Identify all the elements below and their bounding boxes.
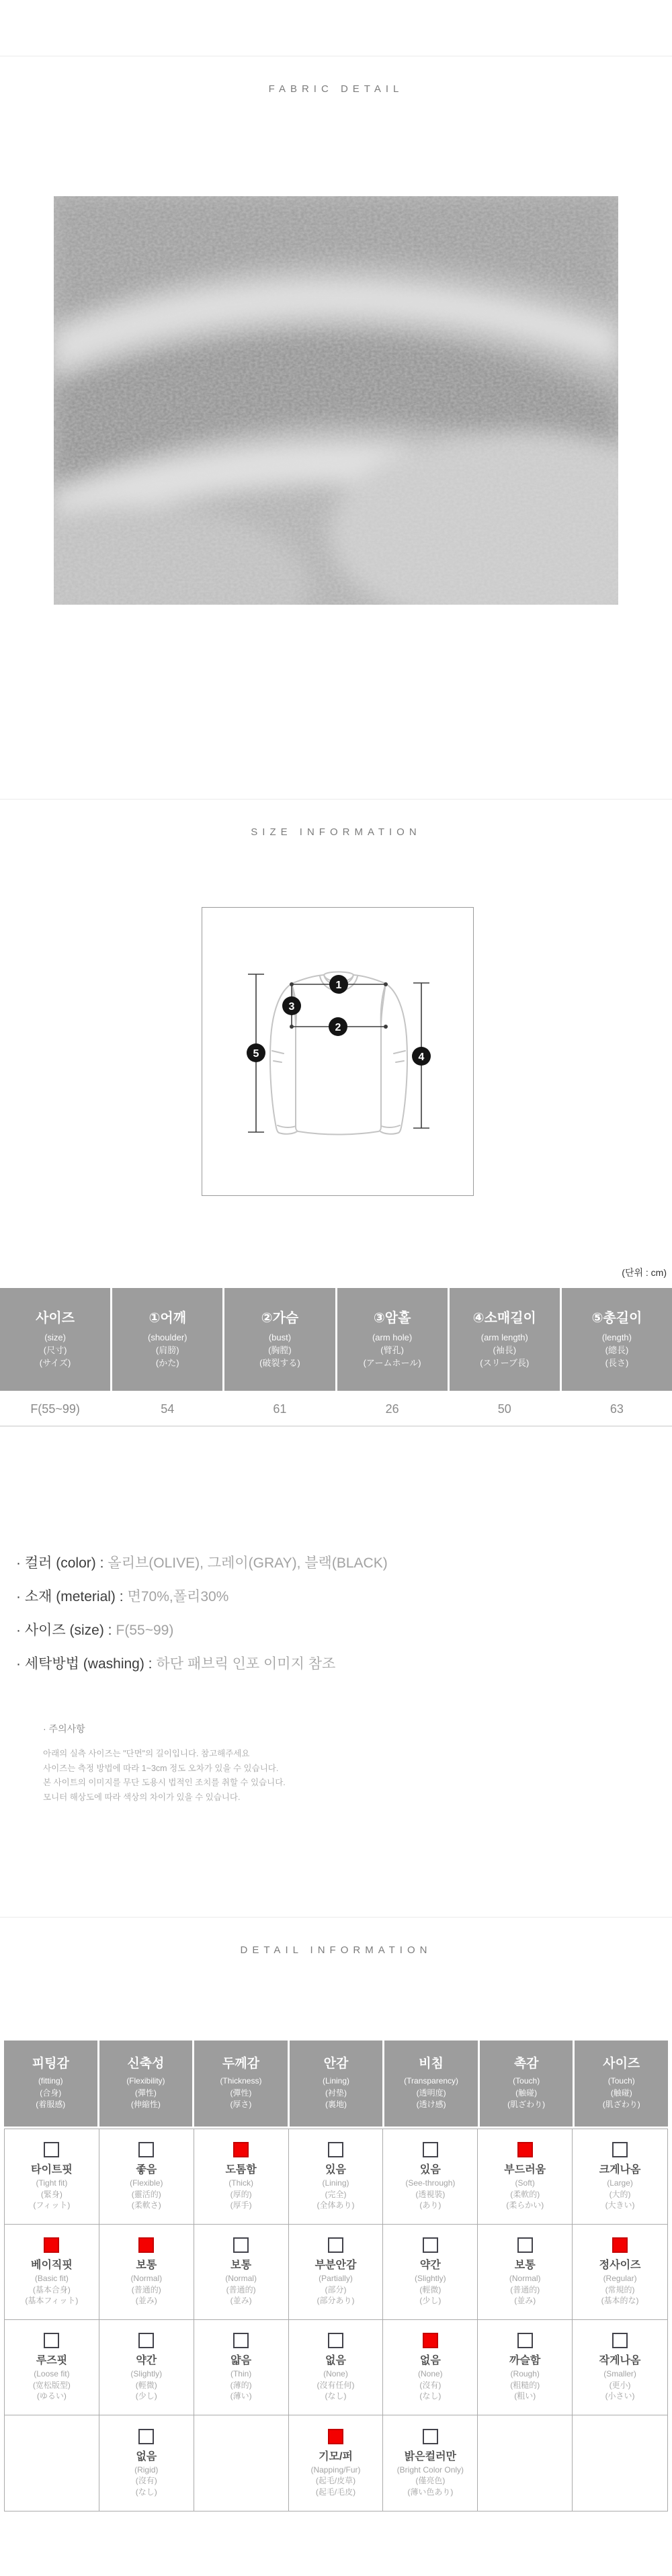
- detail-cell-zh: (僅亮色): [415, 2476, 446, 2486]
- detail-cell-en: (Napping/Fur): [310, 2464, 361, 2475]
- detail-cell-ja: (全体あり): [317, 2200, 355, 2210]
- detail-cell-ja: (少し): [135, 2391, 157, 2401]
- detail-cell-ko: 부드러움: [504, 2164, 546, 2176]
- detail-cell-ja: (柔軟さ): [131, 2200, 161, 2210]
- detail-cell-en: (Loose fit): [34, 2369, 70, 2379]
- detail-cell-ja: (柔らかい): [506, 2200, 544, 2210]
- detail-cell-ko: 있음: [419, 2164, 441, 2176]
- detail-cell: [5, 2320, 99, 2415]
- size-column-header: [562, 1288, 672, 1391]
- detail-cell-ko: 작게나옴: [599, 2355, 641, 2367]
- detail-cell-en: (Partially): [319, 2274, 353, 2284]
- product-info-line: [16, 1547, 655, 1580]
- detail-cell-ko: 보통: [230, 2260, 252, 2272]
- checkbox-checked-icon: [612, 2237, 628, 2253]
- detail-cell-zh: (普通的): [226, 2284, 256, 2294]
- detail-cell-zh: (沒有): [419, 2380, 442, 2390]
- checkbox-unchecked-icon: [44, 2142, 59, 2157]
- checkbox-unchecked-icon: [138, 2333, 154, 2348]
- checkbox-checked-icon: [44, 2237, 59, 2253]
- detail-cell-zh: (普通的): [131, 2284, 161, 2294]
- detail-column-header: [575, 2041, 668, 2127]
- detail-cell-en: (Rigid): [134, 2464, 159, 2475]
- detail-cell-ja: (薄い): [230, 2391, 252, 2401]
- detail-cell-zh: (宽松版型): [32, 2380, 71, 2390]
- detail-cell-ja: (厚手): [230, 2200, 252, 2210]
- detail-column-ko: 촉감: [513, 2057, 539, 2071]
- caution-line: 아래의 실측 사이즈는 "단면"의 길이입니다. 참고해주세요: [43, 1749, 250, 1758]
- detail-cell: [99, 2129, 194, 2225]
- detail-cell-ja: (基本的な): [601, 2296, 639, 2306]
- detail-cell-en: (Tight fit): [36, 2178, 68, 2188]
- detail-cell-ja: (薄い色あり): [407, 2487, 454, 2497]
- checkbox-unchecked-icon: [328, 2237, 343, 2253]
- detail-column-header: [384, 2041, 478, 2127]
- detail-cell-en: (Thin): [230, 2369, 252, 2379]
- size-column-header: [450, 1288, 560, 1391]
- detail-cell-ja: (なし): [135, 2487, 157, 2497]
- detail-cell: [478, 2225, 573, 2320]
- detail-cell-zh: (輕微): [135, 2380, 157, 2390]
- marker-3: 3: [288, 1001, 295, 1013]
- checkbox-checked-icon: [423, 2333, 438, 2348]
- section-divider: [0, 1917, 672, 1918]
- detail-cell-ko: 부분안감: [314, 2260, 357, 2272]
- size-column-ja: (破裂する): [259, 1357, 300, 1368]
- checkbox-unchecked-icon: [233, 2333, 249, 2348]
- detail-cell-ja: (あり): [419, 2200, 442, 2210]
- detail-cell-ja: (基本フィット): [25, 2296, 79, 2306]
- detail-cell: [194, 2129, 289, 2225]
- product-info-value: F(55~99): [116, 1623, 174, 1638]
- size-column-header: [112, 1288, 222, 1391]
- caution-title: · 주의사항: [43, 1723, 85, 1734]
- size-column-zh: (胸膛): [268, 1344, 292, 1355]
- detail-cell-zh: (大的): [609, 2189, 631, 2199]
- size-column-ja: (長さ): [605, 1357, 629, 1368]
- detail-table-body: [4, 2129, 668, 2511]
- detail-cell-en: (Normal): [509, 2274, 541, 2284]
- checkbox-checked-icon: [328, 2429, 343, 2444]
- detail-cell-zh: (基本合身): [32, 2284, 71, 2294]
- detail-cell: [383, 2225, 478, 2320]
- detail-cell: [5, 2225, 99, 2320]
- detail-column-en: (Touch): [513, 2076, 540, 2086]
- detail-cell: [194, 2415, 289, 2511]
- detail-cell: [289, 2129, 384, 2225]
- detail-cell-ja: (フィット): [33, 2200, 71, 2210]
- checkbox-unchecked-icon: [328, 2142, 343, 2157]
- size-table-row: [0, 1392, 672, 1426]
- size-column-header: [224, 1288, 335, 1391]
- product-info-line: [16, 1580, 655, 1614]
- checkbox-checked-icon: [138, 2237, 154, 2253]
- detail-cell-ko: 도톰함: [225, 2164, 257, 2176]
- detail-cell-ja: (粗い): [514, 2391, 536, 2401]
- detail-column-zh: (触碰): [610, 2088, 632, 2098]
- detail-cell-zh: (靈活的): [131, 2189, 161, 2199]
- detail-cell-zh: (柔軟的): [510, 2189, 540, 2199]
- product-info-line: [16, 1614, 655, 1647]
- detail-cell-en: (Bright Color Only): [396, 2464, 464, 2475]
- size-information-title: SIZE INFORMATION: [251, 826, 421, 838]
- detail-cell: [194, 2225, 289, 2320]
- detail-information-title: DETAIL INFORMATION: [240, 1944, 432, 1956]
- size-value: 61: [273, 1402, 287, 1416]
- detail-cell-ko: 얇음: [230, 2355, 252, 2367]
- detail-column-ko: 신축성: [127, 2057, 165, 2071]
- marker-2: 2: [335, 1022, 341, 1033]
- marker-4: 4: [418, 1051, 425, 1063]
- product-info: [16, 1547, 655, 1681]
- detail-cell-en: (Regular): [603, 2274, 637, 2284]
- detail-cell-en: (Slightly): [415, 2274, 446, 2284]
- size-column-en: (size): [44, 1332, 66, 1342]
- detail-cell-ko: 없음: [136, 2450, 157, 2462]
- size-column-en: (shoulder): [147, 1332, 187, 1342]
- size-column-ko: ②가슴: [261, 1310, 299, 1326]
- detail-cell-en: (Flexible): [130, 2178, 163, 2188]
- detail-column-header: [194, 2041, 288, 2127]
- detail-cell-zh: (沒有): [135, 2476, 157, 2486]
- checkbox-unchecked-icon: [517, 2237, 533, 2253]
- size-value: 50: [497, 1402, 511, 1416]
- detail-cell-ja: (大きい): [605, 2200, 635, 2210]
- size-value: 54: [161, 1402, 175, 1416]
- detail-cell-zh: (完全): [325, 2189, 347, 2199]
- detail-cell-ko: 크게나옴: [599, 2164, 641, 2176]
- size-column-ja: (スリーブ長): [480, 1357, 530, 1368]
- fabric-texture: [54, 196, 618, 605]
- detail-cell: [194, 2320, 289, 2415]
- detail-cell: [573, 2225, 667, 2320]
- detail-cell-ko: 약간: [136, 2355, 157, 2367]
- detail-cell-en: (Rough): [510, 2369, 540, 2379]
- detail-column-ja: (厚さ): [230, 2100, 252, 2110]
- detail-column-en: (Flexibility): [126, 2076, 165, 2086]
- detail-column-header: [4, 2041, 97, 2127]
- detail-column-zh: (透明度): [416, 2088, 446, 2098]
- detail-cell: [383, 2320, 478, 2415]
- unit-note: (단위 : cm): [622, 1267, 667, 1278]
- detail-cell: [573, 2320, 667, 2415]
- caution-block: [43, 1722, 513, 1805]
- detail-column-en: (Lining): [323, 2076, 350, 2086]
- detail-cell-zh: (緊身): [40, 2189, 62, 2199]
- marker-1: 1: [335, 980, 342, 991]
- checkbox-checked-icon: [233, 2142, 249, 2157]
- size-column-zh: (袖長): [493, 1344, 517, 1355]
- size-column-en: (arm length): [480, 1332, 528, 1342]
- detail-cell-ja: (部分あり): [317, 2296, 355, 2306]
- checkbox-unchecked-icon: [233, 2237, 249, 2253]
- detail-cell-zh: (薄的): [230, 2380, 252, 2390]
- size-diagram: [202, 907, 474, 1196]
- size-column-header: [337, 1288, 448, 1391]
- detail-cell-en: (Normal): [225, 2274, 257, 2284]
- product-info-line: [16, 1647, 655, 1681]
- detail-cell: [5, 2129, 99, 2225]
- detail-cell-ja: (小さい): [605, 2391, 635, 2401]
- detail-column-ja: (肌ざわり): [507, 2100, 546, 2110]
- caution-line: 사이즈는 측정 방법에 따라 1~3cm 정도 오차가 있을 수 있습니다.: [43, 1763, 279, 1773]
- detail-column-ko: 비침: [419, 2057, 444, 2071]
- detail-cell-zh: (沒有任何): [317, 2380, 355, 2390]
- detail-cell-zh: (輕微): [419, 2284, 442, 2294]
- detail-cell-en: (Normal): [130, 2274, 163, 2284]
- caution-line: 본 사이트의 이미지를 무단 도용시 법적인 조치를 취할 수 있습니다.: [43, 1778, 286, 1787]
- product-info-value: 면70%,폴리30%: [127, 1589, 229, 1604]
- detail-cell-zh: (起毛/皮草): [315, 2476, 356, 2486]
- size-column-ja: (アームホール): [363, 1357, 421, 1368]
- product-info-label: · 컬러 (color) :: [16, 1555, 104, 1571]
- detail-cell-zh: (粗糙的): [510, 2380, 540, 2390]
- size-table-header: [0, 1288, 672, 1391]
- detail-cell: [383, 2415, 478, 2511]
- checkbox-checked-icon: [517, 2142, 533, 2157]
- detail-cell-en: (Lining): [322, 2178, 349, 2188]
- detail-cell-en: (Thick): [228, 2178, 253, 2188]
- detail-cell-zh: (部分): [325, 2284, 347, 2294]
- size-column-ko: ③암홀: [373, 1310, 411, 1326]
- fabric-closeup-image: [54, 196, 618, 605]
- detail-cell-ko: 없음: [419, 2355, 441, 2367]
- detail-cell-en: (None): [323, 2369, 348, 2379]
- detail-column-zh: (触碰): [515, 2088, 538, 2098]
- detail-cell-ko: 기모/퍼: [319, 2450, 353, 2462]
- detail-column-zh: (彈性): [230, 2088, 252, 2098]
- detail-cell-ko: 없음: [325, 2355, 346, 2367]
- detail-column-en: (Thickness): [220, 2076, 262, 2086]
- detail-column-en: (fitting): [38, 2076, 63, 2086]
- size-column-ja: (サイズ): [39, 1357, 71, 1368]
- size-value: F(55~99): [30, 1402, 80, 1416]
- checkbox-unchecked-icon: [138, 2142, 154, 2157]
- detail-cell: [5, 2415, 99, 2511]
- size-value: 63: [610, 1402, 624, 1416]
- size-table: [0, 1288, 672, 1426]
- size-column-en: (length): [601, 1332, 632, 1342]
- detail-cell-en: (None): [418, 2369, 443, 2379]
- detail-cell-zh: (常規的): [605, 2284, 635, 2294]
- size-column-en: (bust): [268, 1332, 292, 1342]
- detail-cell-ja: (なし): [325, 2391, 347, 2401]
- tshirt-diagram: [202, 908, 473, 1195]
- detail-cell-ko: 있음: [325, 2164, 346, 2176]
- detail-column-ja: (伸縮性): [130, 2100, 161, 2110]
- detail-column-zh: (彈性): [134, 2088, 157, 2098]
- detail-cell: [573, 2415, 667, 2511]
- detail-cell: [383, 2129, 478, 2225]
- detail-column-ko: 피팅감: [32, 2057, 69, 2071]
- size-column-ko: ④소매길이: [472, 1310, 536, 1326]
- caution-lines: [43, 1747, 513, 1805]
- detail-column-zh: (衬垫): [325, 2088, 347, 2098]
- detail-cell-en: (Soft): [515, 2178, 535, 2188]
- size-column-zh: (總長): [605, 1344, 629, 1355]
- size-column-zh: (肩膀): [155, 1344, 179, 1355]
- product-info-label: · 사이즈 (size) :: [16, 1623, 112, 1638]
- checkbox-unchecked-icon: [423, 2142, 438, 2157]
- detail-cell-ko: 타이트핏: [31, 2164, 73, 2176]
- detail-column-ja: (透け感): [416, 2100, 446, 2110]
- checkbox-unchecked-icon: [423, 2429, 438, 2444]
- size-column-ja: (かた): [155, 1357, 179, 1368]
- detail-cell-ko: 정사이즈: [599, 2260, 641, 2272]
- size-column-header: [0, 1288, 110, 1391]
- detail-cell: [478, 2320, 573, 2415]
- product-info-label: · 세탁방법 (washing) :: [16, 1656, 153, 1672]
- checkbox-unchecked-icon: [612, 2333, 628, 2348]
- detail-cell-ko: 밝은컬러만: [404, 2450, 456, 2462]
- detail-cell-ja: (並み): [230, 2296, 252, 2306]
- detail-cell-en: (Slightly): [130, 2369, 163, 2379]
- detail-cell-ja: (並み): [514, 2296, 536, 2306]
- detail-column-ko: 사이즈: [603, 2057, 640, 2071]
- detail-cell-ja: (なし): [419, 2391, 442, 2401]
- caution-line: 모니터 해상도에 따라 색상의 차이가 있을 수 있습니다.: [43, 1792, 241, 1802]
- product-info-value: 올리브(OLIVE), 그레이(GRAY), 블랙(BLACK): [108, 1555, 388, 1571]
- checkbox-unchecked-icon: [423, 2237, 438, 2253]
- detail-cell-ko: 까슬함: [509, 2355, 541, 2367]
- fabric-detail-title: FABRIC DETAIL: [268, 83, 404, 95]
- detail-cell-ja: (少し): [419, 2296, 442, 2306]
- detail-cell: [99, 2415, 194, 2511]
- section-divider: [0, 799, 672, 800]
- detail-cell: [99, 2320, 194, 2415]
- detail-cell-zh: (普通的): [510, 2284, 540, 2294]
- detail-cell-ko: 좋음: [136, 2164, 157, 2176]
- detail-cell: [289, 2320, 384, 2415]
- detail-column-ko: 두께감: [222, 2057, 259, 2071]
- detail-column-ja: (肌ざわり): [602, 2100, 640, 2110]
- detail-cell-ja: (並み): [135, 2296, 157, 2306]
- detail-column-zh: (合身): [40, 2088, 62, 2098]
- detail-cell-zh: (厚的): [230, 2189, 252, 2199]
- detail-column-ja: (裏地): [325, 2100, 347, 2110]
- detail-cell-en: (See-through): [405, 2178, 456, 2188]
- detail-cell: [573, 2129, 667, 2225]
- detail-cell: [99, 2225, 194, 2320]
- detail-column-header: [290, 2041, 383, 2127]
- detail-cell: [478, 2415, 573, 2511]
- product-info-label: · 소재 (meterial) :: [16, 1589, 124, 1604]
- detail-table-header: [4, 2041, 668, 2127]
- size-column-en: (arm hole): [372, 1332, 413, 1342]
- detail-cell-en: (Smaller): [603, 2369, 636, 2379]
- detail-cell-zh: (透視裝): [415, 2189, 446, 2199]
- checkbox-unchecked-icon: [517, 2333, 533, 2348]
- detail-cell: [289, 2225, 384, 2320]
- detail-column-header: [480, 2041, 573, 2127]
- detail-column-header: [99, 2041, 193, 2127]
- checkbox-unchecked-icon: [328, 2333, 343, 2348]
- detail-cell-ko: 베이직핏: [31, 2260, 73, 2272]
- detail-column-ja: (着服感): [36, 2100, 66, 2110]
- detail-column-ko: 안감: [323, 2057, 349, 2071]
- detail-cell: [478, 2129, 573, 2225]
- marker-5: 5: [253, 1048, 259, 1060]
- detail-cell-en: (Basic fit): [34, 2274, 69, 2284]
- detail-cell-ko: 보통: [136, 2260, 157, 2272]
- size-column-zh: (尺寸): [43, 1344, 67, 1355]
- detail-cell-ja: (ゆるい): [36, 2391, 67, 2401]
- size-column-ko: 사이즈: [36, 1310, 75, 1326]
- detail-cell-ko: 약간: [419, 2260, 441, 2272]
- checkbox-unchecked-icon: [612, 2142, 628, 2157]
- detail-column-en: (Transparency): [404, 2076, 459, 2086]
- detail-cell-ko: 보통: [514, 2260, 536, 2272]
- detail-cell-ja: (起毛/毛皮): [315, 2487, 356, 2497]
- size-value: 26: [385, 1402, 399, 1416]
- detail-cell-zh: (更小): [609, 2380, 631, 2390]
- size-column-ko: ⑤총길이: [591, 1310, 642, 1326]
- size-column-zh: (臂孔): [380, 1344, 404, 1355]
- product-info-value: 하단 패브릭 인포 이미지 참조: [156, 1656, 336, 1672]
- detail-cell: [289, 2415, 384, 2511]
- size-column-ko: ①어깨: [149, 1310, 187, 1326]
- detail-cell-ko: 루즈핏: [36, 2355, 68, 2367]
- detail-cell-en: (Large): [607, 2178, 633, 2188]
- detail-column-en: (Touch): [607, 2076, 635, 2086]
- detail-table: [4, 2041, 668, 2511]
- checkbox-unchecked-icon: [44, 2333, 59, 2348]
- checkbox-unchecked-icon: [138, 2429, 154, 2444]
